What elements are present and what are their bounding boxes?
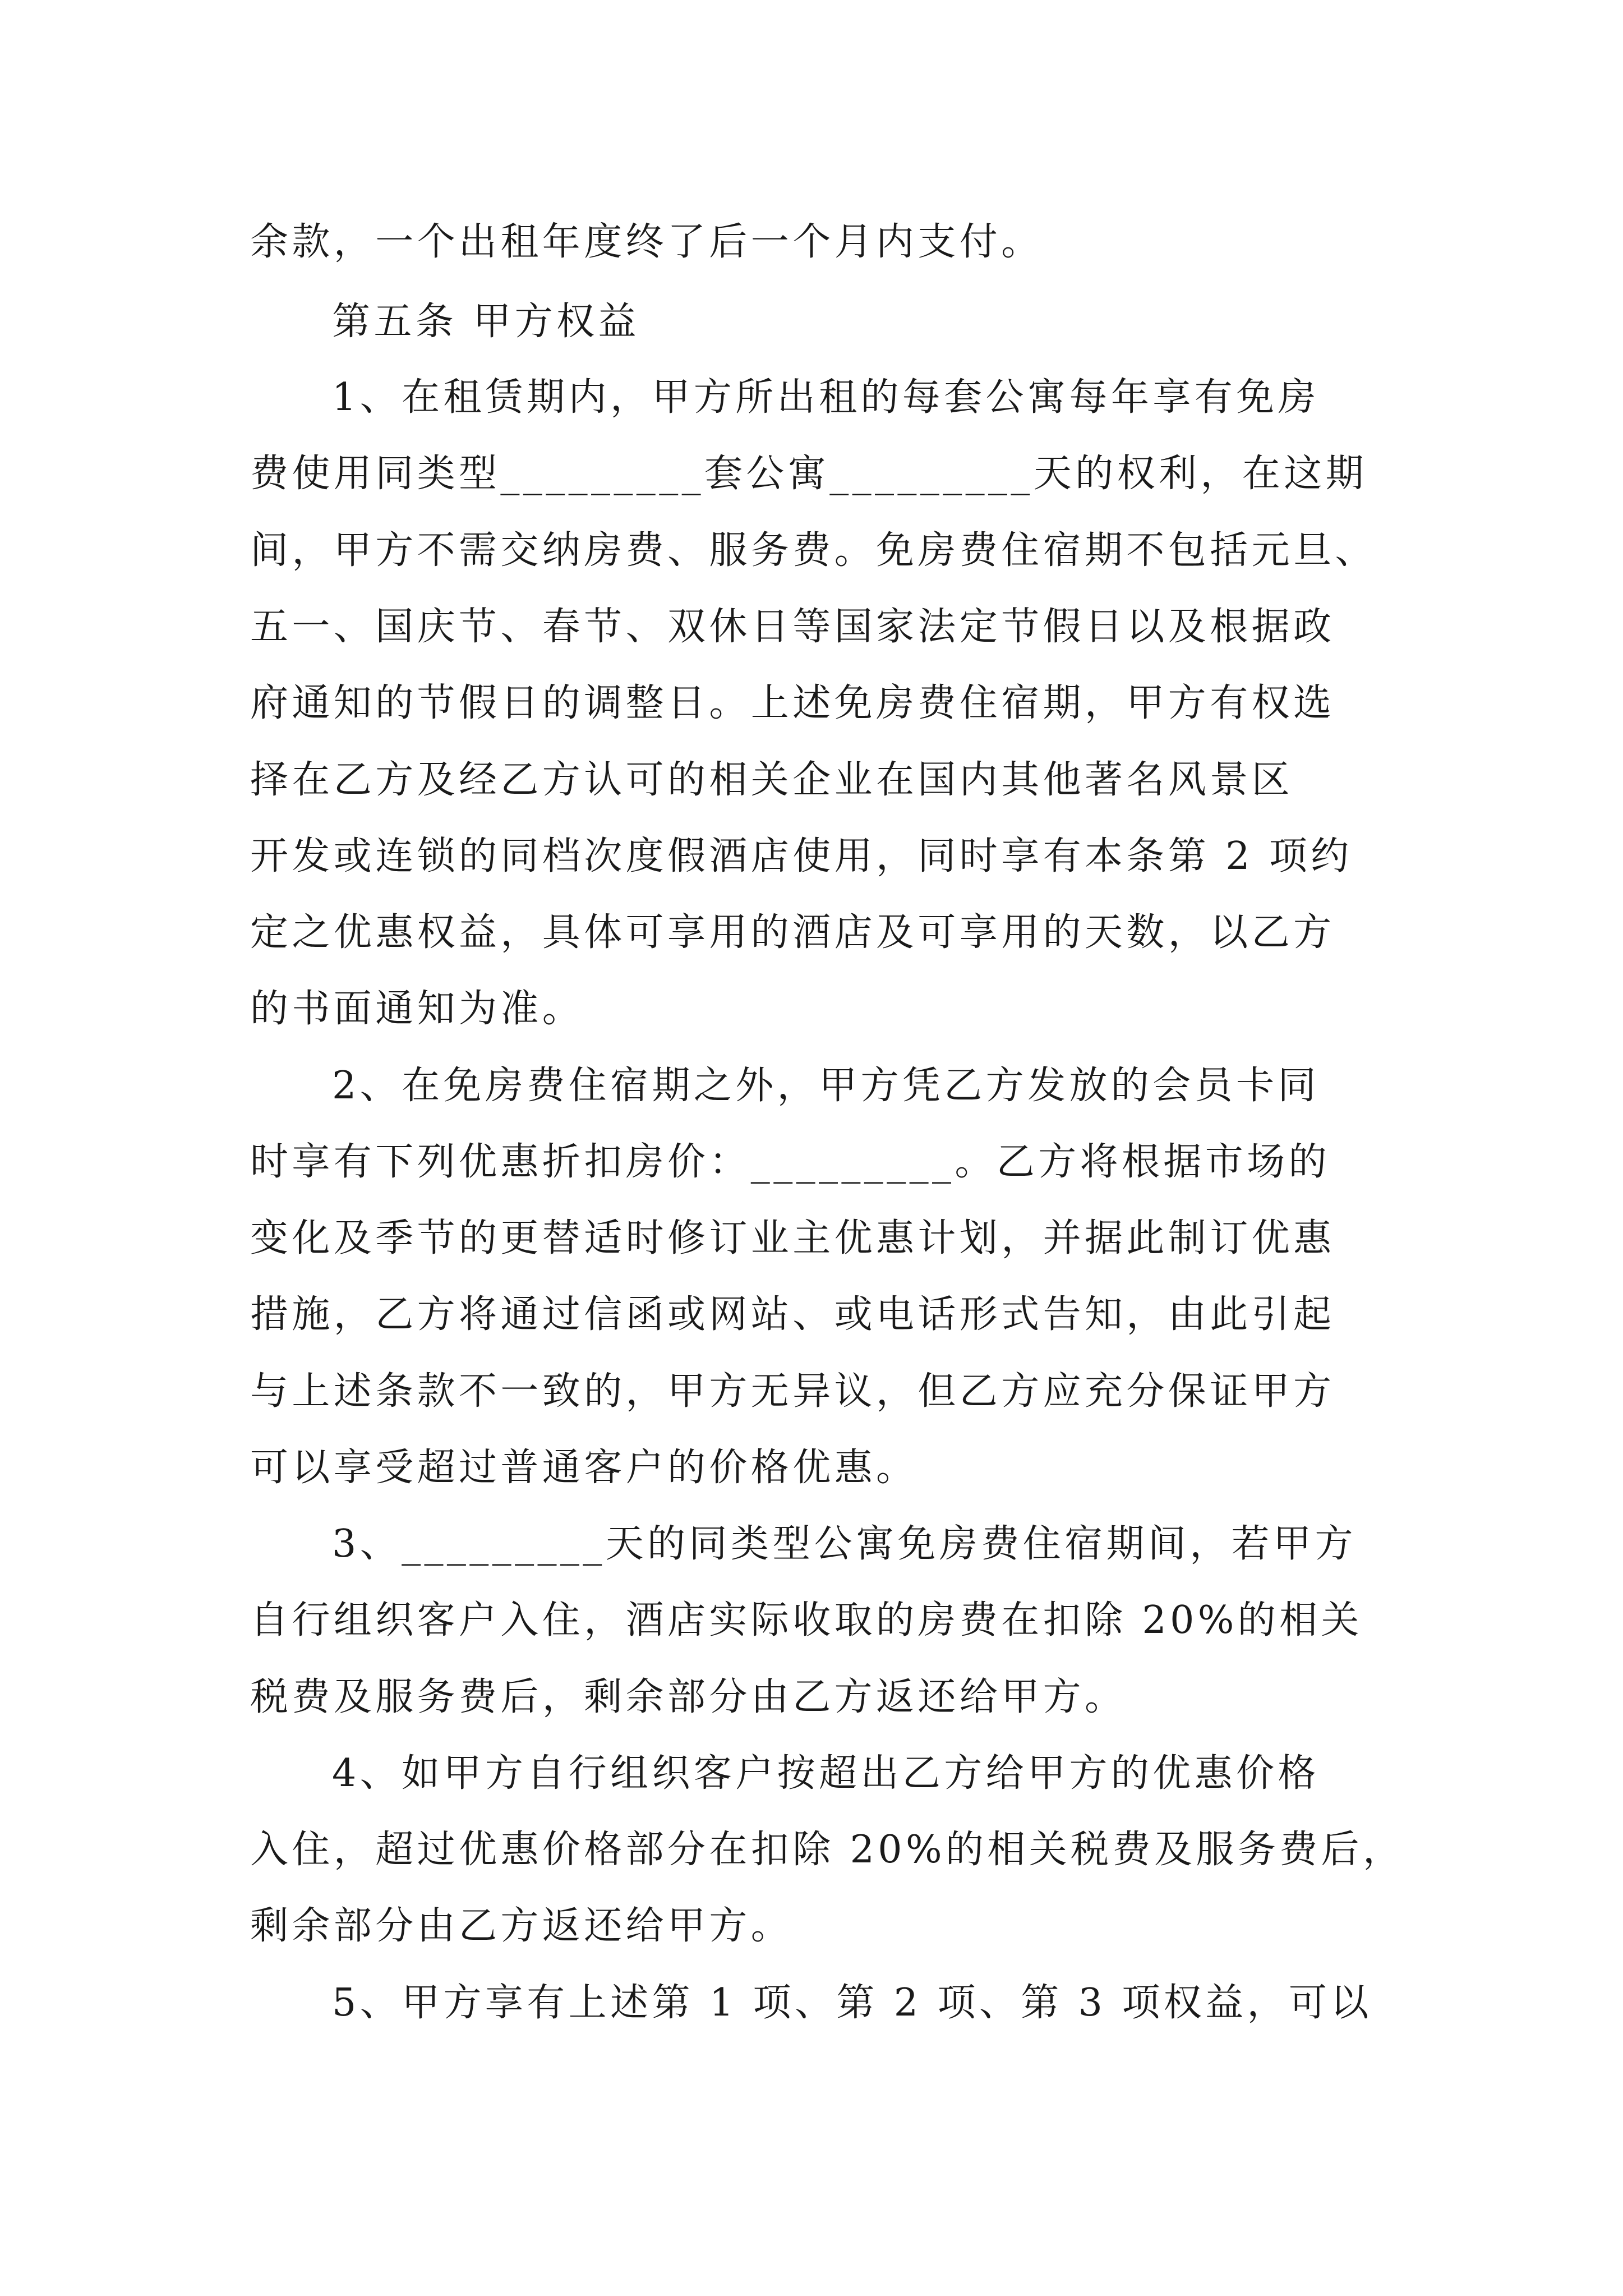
paragraph-line: 可以享受超过普通客户的价格优惠。	[250, 1446, 918, 1490]
paragraph-line: 五一、国庆节、春节、双休日等国家法定节假日以及根据政	[250, 605, 1335, 649]
paragraph-line: 时享有下列优惠折扣房价：_________。乙方将根据市场的	[250, 1140, 1331, 1184]
paragraph-line: 税费及服务费后，剩余部分由乙方返还给甲方。	[250, 1675, 1127, 1719]
paragraph-line: 的书面通知为准。	[250, 987, 584, 1031]
paragraph-line: 3、_________天的同类型公寓免房费住宿期间，若甲方	[332, 1522, 1357, 1566]
paragraph-line: 1、在租赁期内，甲方所出租的每套公寓每年享有免房	[332, 375, 1320, 420]
paragraph-line: 费使用同类型_________套公寓_________天的权利，在这期	[250, 452, 1368, 496]
paragraph-line: 入住，超过优惠价格部分在扣除 20%的相关税费及服务费后，	[250, 1828, 1405, 1872]
section-heading: 第五条 甲方权益	[332, 300, 640, 344]
paragraph-line: 5、甲方享有上述第 1 项、第 2 项、第 3 项权益，可以	[332, 1981, 1372, 2025]
paragraph-line: 择在乙方及经乙方认可的相关企业在国内其他著名风景区	[250, 758, 1294, 802]
paragraph-line: 措施，乙方将通过信函或网站、或电话形式告知，由此引起	[250, 1292, 1335, 1337]
paragraph-line: 变化及季节的更替适时修订业主优惠计划，并据此制订优惠	[250, 1216, 1335, 1260]
paragraph-line: 与上述条款不一致的，甲方无异议，但乙方应充分保证甲方	[250, 1369, 1335, 1414]
paragraph-line: 府通知的节假日的调整日。上述免房费住宿期，甲方有权选	[250, 681, 1335, 725]
paragraph-line: 自行组织客户入住，酒店实际收取的房费在扣除 20%的相关	[250, 1598, 1363, 1642]
paragraph-line: 4、如甲方自行组织客户按超出乙方给甲方的优惠价格	[332, 1751, 1320, 1796]
paragraph-line: 剩余部分由乙方返还给甲方。	[250, 1904, 793, 1948]
paragraph-line: 间，甲方不需交纳房费、服务费。免房费住宿期不包括元旦、	[250, 528, 1377, 573]
paragraph-line: 开发或连锁的同档次度假酒店使用，同时享有本条第 2 项约	[250, 834, 1353, 878]
paragraph-line: 余款，一个出租年度终了后一个月内支付。	[250, 220, 1043, 264]
paragraph-line: 定之优惠权益，具体可享用的酒店及可享用的天数，以乙方	[250, 910, 1335, 955]
paragraph-line: 2、在免房费住宿期之外，甲方凭乙方发放的会员卡同	[332, 1064, 1320, 1108]
